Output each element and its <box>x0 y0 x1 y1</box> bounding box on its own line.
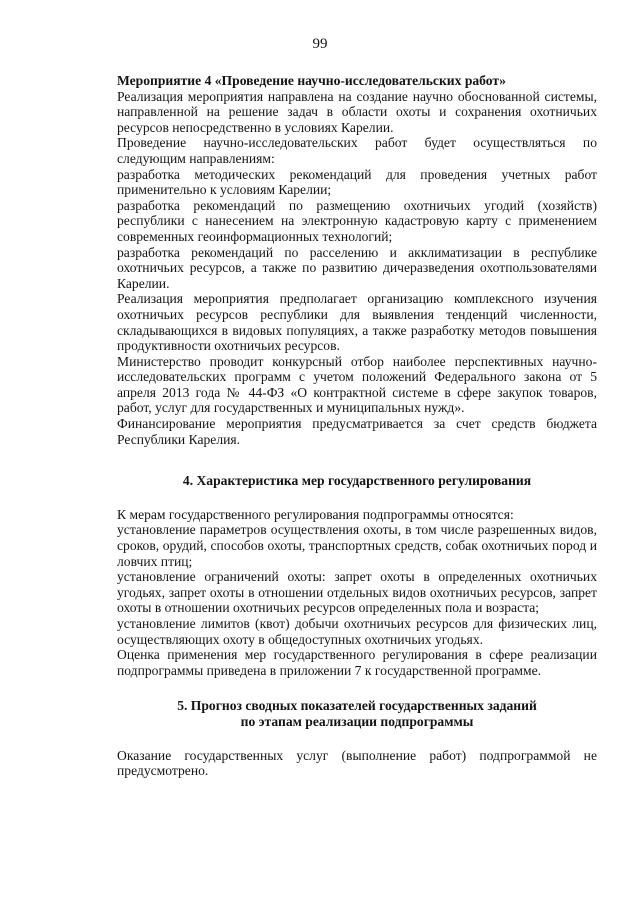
section-4-list-item: установление ограничений охоты: запрет охоты в определенных охотничьих угодьях, запрет охоты в отношении отдельных видов охотничьих ресурсов, запрет охоты в отношении охотничьих ресурсов определенных пола и возраста; <box>117 569 597 616</box>
document-body <box>117 73 597 779</box>
measure-4-paragraph: Министерство проводит конкурсный отбор наиболее перспективных научно-исследовательских программ с учетом положений Федерального закона от 5 апреля 2013 года № 44-ФЗ «О контрактной системе в сфере закупок товаров, работ, услуг для государственных и муниципальных нужд». <box>117 353 597 416</box>
measure-4-list-item: разработка рекомендаций по размещению охотничьих угодий (хозяйств) республики с нанесением на электронную кадастровую карту с применением современных геоинформационных технологий; <box>117 197 597 244</box>
page-number: 99 <box>312 36 328 52</box>
section-4-list-item: установление лимитов (квот) добычи охотничьих ресурсов для физических лиц, осуществляющих охоту в общедоступных охотничьих угодьях. <box>117 616 597 647</box>
section-5-heading-line-1: 5. Прогноз сводных показателей государственных заданий <box>177 698 537 714</box>
section-4-heading: 4. Характеристика мер государственного регулирования <box>182 473 532 489</box>
section-5-heading-line-2: по этапам реализации подпрограммы <box>240 713 474 729</box>
measure-4-heading: Мероприятие 4 «Проведение научно-исследовательских работ» <box>117 73 506 88</box>
section-4-list-item: установление параметров осуществления охоты, в том числе разрешенных видов, сроков, орудий, способов охоты, транспортных средств, собак охотничьих пород и ловчих птиц; <box>117 522 597 569</box>
section-4-paragraph: К мерам государственного регулирования подпрограммы относятся: <box>117 506 514 522</box>
measure-4-paragraph: Реализация мероприятия направлена на создание научно обоснованной системы, направленной на решение задач в области охоты и сохранения охотничьих ресурсов непосредственно в условиях Карелии. <box>117 88 597 135</box>
section-5-paragraph: Оказание государственных услуг (выполнение работ) подпрограммой не предусмотрено. <box>117 747 597 779</box>
section-4-paragraph: Оценка применения мер государственного регулирования в сфере реализации подпрограммы приведена в приложении 7 к государственной программе. <box>117 647 597 678</box>
section-5-heading <box>117 698 597 729</box>
measure-4-paragraph: Проведение научно-исследовательских работ будет осуществляться по следующим направлениям: <box>117 135 597 166</box>
measure-4-list-item: разработка рекомендаций по расселению и акклиматизации в республике охотничьих ресурсов, а также по развитию дичеразведения охотпользователями Карелии. <box>117 244 597 291</box>
measure-4-paragraph: Финансирование мероприятия предусматривается за счет средств бюджета Республики Карелия. <box>117 416 597 447</box>
measure-4-list-item: разработка методических рекомендаций для проведения учетных работ применительно к условиям Карелии; <box>117 166 597 198</box>
measure-4-paragraph: Реализация мероприятия предполагает организацию комплексного изучения охотничьих ресурсов республики для выявления тенденций численности, складывающихся в видовых популяциях, а также разработку методов повышения продуктивности охотничьих ресурсов. <box>117 291 597 354</box>
